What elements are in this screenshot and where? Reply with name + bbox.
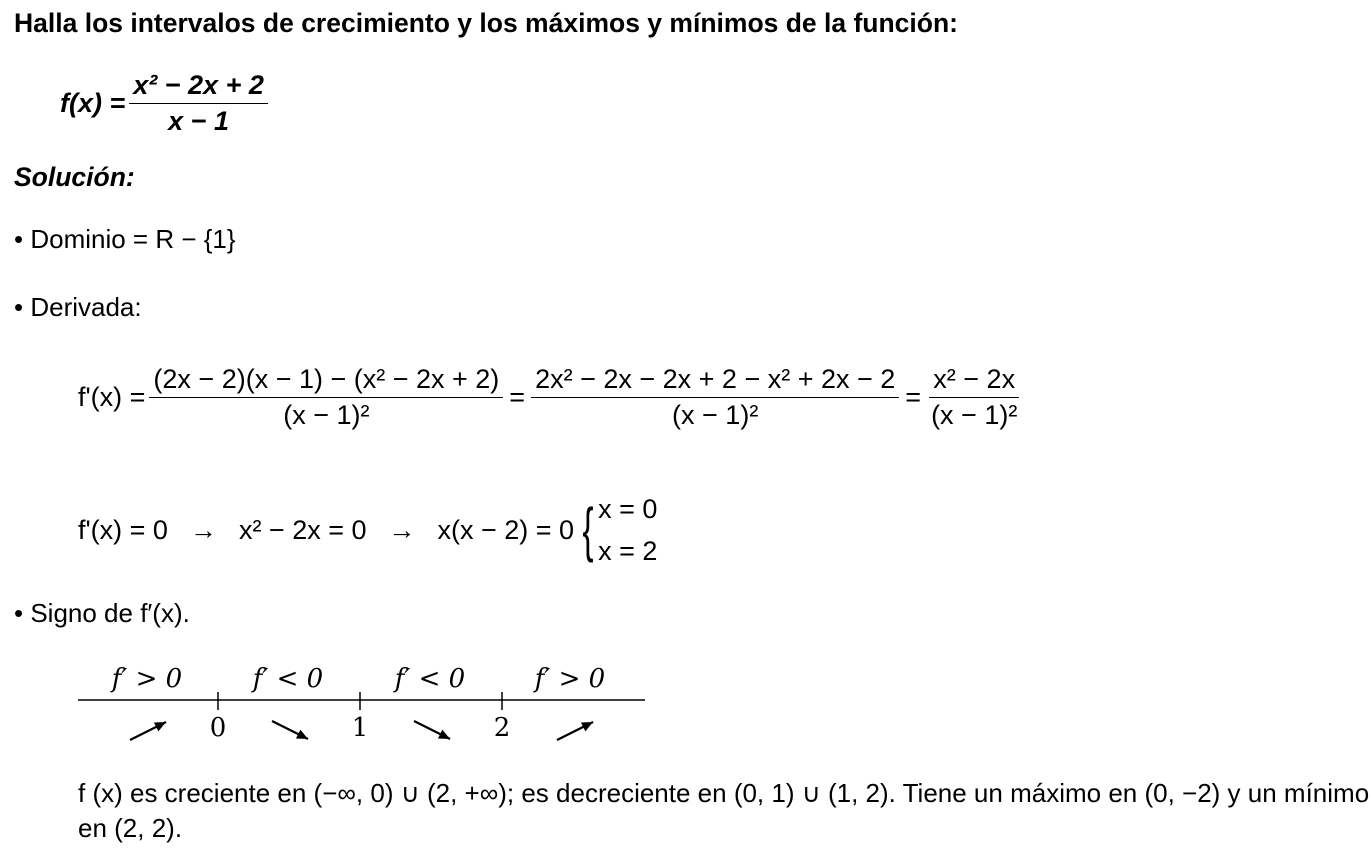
implies-arrow: → <box>189 514 217 545</box>
bullet-signo: • Signo de f′(x). <box>14 598 190 628</box>
derivative-step3-denominator: (x − 1)² <box>931 400 1018 430</box>
bullet-dominio: • Dominio = R − {1} <box>14 224 236 254</box>
derivative-step1-numerator: (2x − 2)(x − 1) − (x² − 2x + 2) <box>149 364 503 398</box>
zeros-eq2: x² − 2x = 0 <box>238 514 367 545</box>
zeros-eq1: f'(x) = 0 <box>78 514 168 545</box>
derivative-step1 <box>149 364 503 431</box>
sign-chart <box>70 655 670 745</box>
derivative-equation <box>78 364 1021 431</box>
sign-label: f′ < 0 <box>252 664 324 694</box>
cases-brace: { <box>582 496 594 563</box>
equals-sign: = <box>905 382 922 412</box>
sign-label: f′ > 0 <box>534 664 606 694</box>
derivative-step2-numerator: 2x² − 2x − 2x + 2 − x² + 2x − 2 <box>531 364 899 398</box>
sign-label: f′ > 0 <box>111 664 183 694</box>
function-lhs: f(x) = <box>60 88 126 118</box>
derivative-step3-numerator: x² − 2x <box>929 364 1019 398</box>
derivative-step2 <box>531 364 899 431</box>
cases <box>598 488 657 572</box>
problem-title: Halla los intervalos de crecimiento y los máximos y mínimos de la función: <box>14 8 958 38</box>
derivative-step2-denominator: (x − 1)² <box>672 400 759 430</box>
critical-point-label: 1 <box>351 713 369 743</box>
zeros-eq3: x(x − 2) = 0 <box>437 514 575 545</box>
function-definition <box>60 70 268 137</box>
bullet-derivada: • Derivada: <box>14 292 142 322</box>
function-fraction <box>129 70 268 137</box>
derivative-step3 <box>927 364 1021 431</box>
derivative-zeros <box>78 488 657 572</box>
function-numerator: x² − 2x + 2 <box>129 70 268 104</box>
derivative-lhs: f'(x) = <box>78 382 146 412</box>
sign-label: f′ < 0 <box>394 664 466 694</box>
conclusion: f (x) es creciente en (−∞, 0) ∪ (2, +∞); es decreciente en (0, 1) ∪ (1, 2). Tiene un máximo en (0, −2) y un mínimo en (2, 2). <box>78 778 1370 843</box>
equals-sign: = <box>509 382 526 412</box>
case-x2: x = 2 <box>598 536 658 566</box>
case-x0: x = 0 <box>598 494 658 524</box>
implies-arrow: → <box>388 514 416 545</box>
function-denominator: x − 1 <box>168 106 229 136</box>
derivative-step1-denominator: (x − 1)² <box>283 400 370 430</box>
solution-label: Solución: <box>14 162 135 192</box>
critical-point-label: 0 <box>209 713 227 743</box>
critical-point-label: 2 <box>493 713 511 743</box>
